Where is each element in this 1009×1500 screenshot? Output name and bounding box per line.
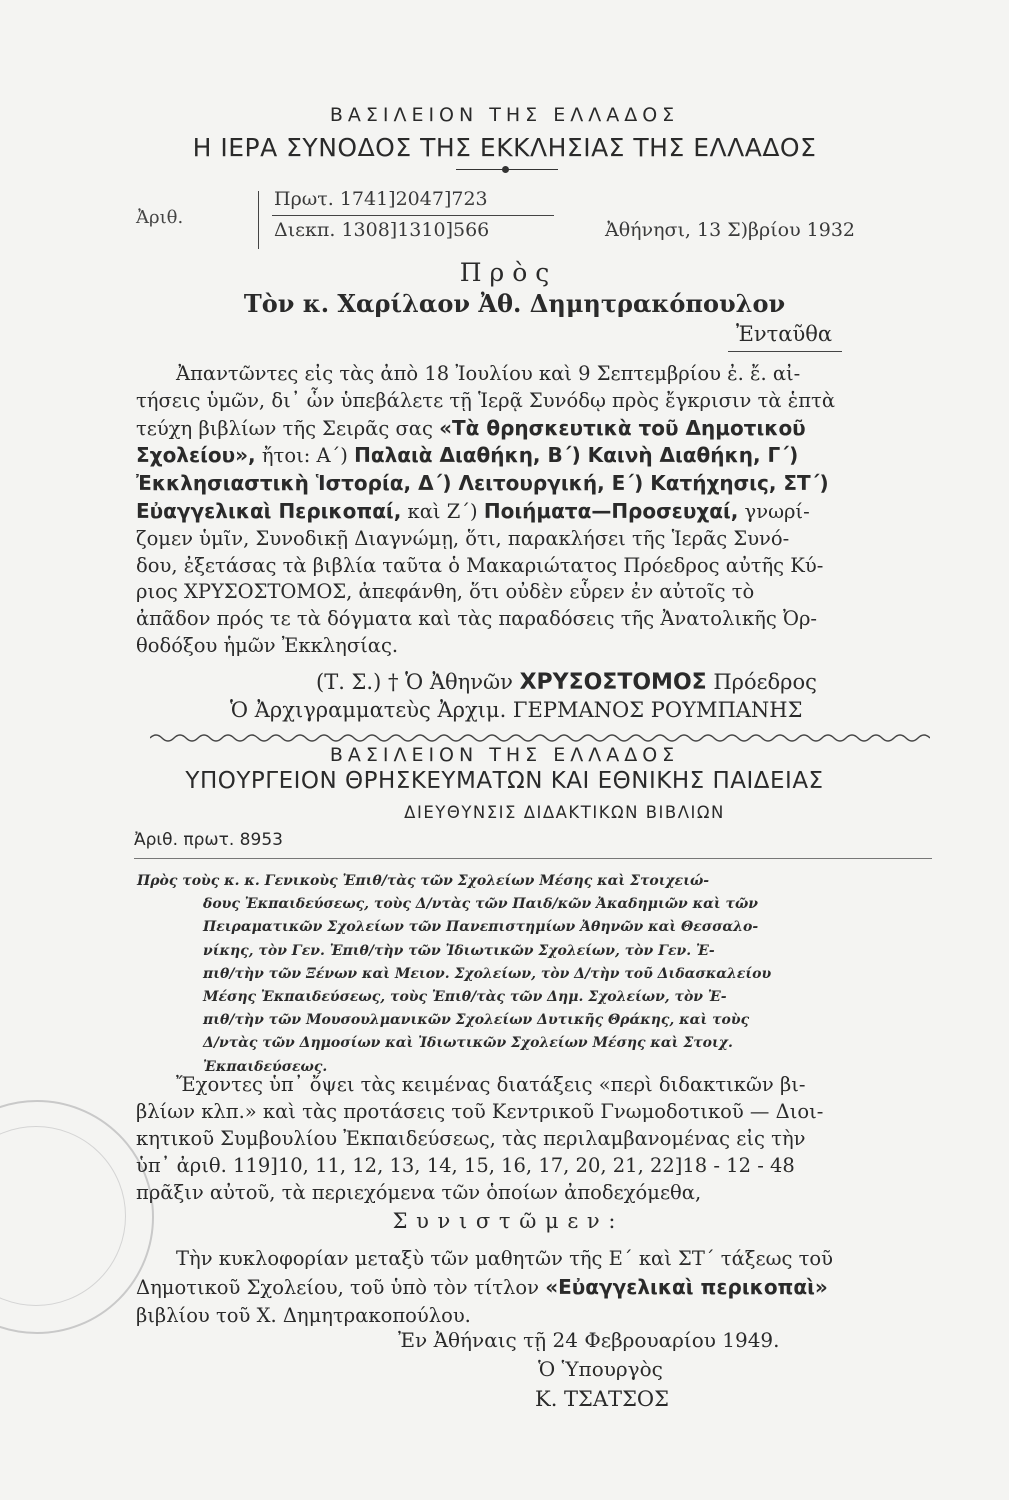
letter2-line: Τὴν κυκλοφορίαν μεταξὺ τῶν μαθητῶν τῆς Ε΄ καὶ ΣΤ΄ τάξεως τοῦ — [176, 1247, 833, 1270]
kingdom-heading: ΒΑΣΙΛΕΙΟΝ ΤΗΣ ΕΛΛΑΔΟΣ — [329, 104, 680, 126]
synod-president-signature: (Τ. Σ.) † Ὁ Ἀθηνῶν ΧΡΥΣΟΣΤΟΜΟΣ Πρόεδρος — [316, 670, 817, 695]
recipients-line: νίκης, τὸν Γεν. Ἐπιθ/τὴν τῶν Ἰδιωτικῶν Σχολείων, τὸν Γεν. Ἐ- — [203, 942, 715, 959]
letter1-line: θοδόξου ἡμῶν Ἐκκλησίας. — [136, 633, 399, 657]
recipients-line: πιθ/τὴν τῶν Ξένων καὶ Μειον. Σχολείων, τὸν Δ/τὴν τοῦ Διδασκαλείου — [203, 965, 772, 982]
letter2-line: βλίων κλπ.» καὶ τὰς προτάσεις τοῦ Κεντρικοῦ Γνωμοδοτικοῦ — Διοι- — [136, 1100, 824, 1123]
pros-heading: Π ρ ὸ ς — [459, 258, 550, 287]
letter1-line: ἀπᾶδον πρός τε τὰ δόγματα καὶ τὰς παραδόσεις τῆς Ἀνατολικῆς Ὀρ- — [136, 607, 818, 631]
letter1-line: Ἐκκλησιαστικὴ Ἱστορία, Δ΄) Λειτουργική, Ε΄) Κατήχησις, ΣΤ΄) — [136, 471, 829, 496]
synod-heading: Η ΙΕΡΑ ΣΥΝΟΔΟΣ ΤΗΣ ΕΚΚΛΗΣΙΑΣ ΤΗΣ ΕΛΛΑΔΟΣ — [192, 133, 817, 162]
letter2-line: βιβλίου τοῦ Χ. Δημητρακοπούλου. — [136, 1304, 471, 1327]
ministry-heading: ΥΠΟΥΡΓΕΙΟΝ ΘΡΗΣΚΕΥΜΑΤΩΝ ΚΑΙ ΕΘΝΙΚΗΣ ΠΑΙΔΕΙΑΣ — [185, 768, 824, 794]
addressee-location: Ἐνταῦθα — [736, 322, 833, 346]
ministry-protocol-number: Ἀριθ. πρωτ. 8953 — [134, 830, 283, 850]
recommend-heading: Σ υ ν ι σ τ ῶ μ ε ν : — [392, 1209, 617, 1233]
recipients-line: Πρὸς τοὺς κ. κ. Γενικοὺς Ἐπιθ/τὰς τῶν Σχολείων Μέσης καὶ Στοιχειώ- — [137, 873, 710, 889]
ministry-letter-body-2 — [136, 1245, 926, 1330]
addressee-name: Τὸν κ. Χαρίλαον Ἀθ. Δημητρακόπουλον — [243, 289, 786, 318]
arith-label: Ἀριθ. — [136, 207, 184, 228]
dispatch-number: Διεκπ. 1308]1310]566 — [274, 219, 490, 241]
ref-rule — [272, 215, 554, 216]
recipients-line: Δ/ντὰς τῶν Δημοσίων καὶ Ἰδιωτικῶν Σχολείων Μέσης καὶ Στοιχ. — [203, 1035, 733, 1052]
recipients-line: Πειραματικῶν Σχολείων τῶν Πανεπιστημίων Ἀθηνῶν καὶ Θεσσαλο- — [203, 919, 759, 936]
letter1-line: ριος ΧΡΥΣΟΣΤΟΜΟΣ, ἀπεφάνθη, ὅτι οὐδὲν εὗρεν ἐν αὐτοῖς τὸ — [136, 580, 755, 604]
recipients-line: πιθ/τὴν τῶν Μουσουλμανικῶν Σχολείων Δυτικῆς Θράκης, καὶ τοὺς — [203, 1012, 750, 1029]
minister-title: Ὁ Ὑπουργὸς — [538, 1357, 663, 1381]
letter1-line: ζομεν ὑμῖν, Συνοδικῇ Διαγνώμῃ, ὅτι, παρακλήσει τῆς Ἱερᾶς Συνό- — [136, 526, 790, 550]
ornament-dot — [502, 166, 509, 173]
recipients-line: Μέσης Ἐκπαιδεύσεως, τοὺς Ἐπιθ/τὰς τῶν Δημ. Σχολείων, τὸν Ἐ- — [203, 989, 727, 1006]
recipients-line: Ἐκπαιδεύσεως. — [203, 1058, 328, 1075]
letter2-line: ὑπ᾿ ἀριθ. 119]10, 11, 12, 13, 14, 15, 16, 17, 20, 21, 22]18 - 12 - 48 — [136, 1154, 795, 1177]
ministry-date: Ἐν Ἀθήναις τῇ 24 Φεβρουαρίου 1949. — [398, 1328, 780, 1352]
letter2-line: Δημοτικοῦ Σχολείου, τοῦ ὑπὸ τὸν τίτλον «Εὐαγγελικαὶ περικοπαὶ» — [136, 1275, 828, 1299]
ref-bracket — [258, 191, 259, 249]
place-date: Ἀθήνησι, 13 Σ)βρίου 1932 — [605, 219, 856, 241]
chief-secretary-signature: Ὁ Ἀρχιγραμματεὺς Ἀρχιμ. ΓΕΡΜΑΝΟΣ ΡΟΥΜΠΑΝΗΣ — [230, 698, 803, 722]
letter1-line: τήσεις ὑμῶν, δι᾿ ὧν ὑπεβάλετε τῇ Ἱερᾷ Συνόδῳ πρὸς ἔγκρισιν τὰ ἑπτὰ — [136, 388, 836, 412]
thin-rule — [134, 858, 932, 859]
directorate-heading: ΔΙΕΥΘΥΝΣΙΣ ΔΙΔΑΚΤΙΚΩΝ ΒΙΒΛΙΩΝ — [404, 803, 725, 822]
synod-letter-body — [136, 361, 926, 660]
letter1-line: τεύχη βιβλίων τῆς Σειρᾶς σας «Τὰ θρησκευτικὰ τοῦ Δημοτικοῦ — [136, 415, 806, 440]
kingdom-heading-2: ΒΑΣΙΛΕΙΟΝ ΤΗΣ ΕΛΛΑΔΟΣ — [329, 744, 680, 766]
letter1-line: Ἀπαντῶντες εἰς τὰς ἀπὸ 18 Ἰουλίου καὶ 9 Σεπτεμβρίου ἐ. ἔ. αἰ- — [176, 362, 801, 385]
letter1-line: Εὐαγγελικαὶ Περικοπαί, καὶ Ζ΄) Ποιήματα—Προσευχαί, γνωρί- — [136, 498, 810, 523]
letter2-line: κητικοῦ Συμβουλίου Ἐκπαιδεύσεως, τὰς περιλαμβανομένας εἰς τὴν — [136, 1127, 806, 1150]
protocol-number: Πρωτ. 1741]2047]723 — [274, 188, 488, 210]
minister-name: Κ. ΤΣΑΤΣΟΣ — [535, 1387, 669, 1411]
ministry-letter-body — [136, 1071, 926, 1206]
letter2-line: πρᾶξιν αὐτοῦ, τὰ περιεχόμενα τῶν ὁποίων ἀποδεχόμεθα, — [136, 1181, 702, 1204]
recipients-line: δους Ἐκπαιδεύσεως, τοὺς Δ/ντὰς τῶν Παιδ/κῶν Ἀκαδημιῶν καὶ τῶν — [203, 896, 759, 913]
location-underline — [728, 351, 842, 352]
letter1-line: Σχολείου», ἤτοι: Α΄) Παλαιὰ Διαθήκη, Β΄) Καινὴ Διαθήκη, Γ΄) — [136, 443, 799, 468]
recipients-block — [137, 870, 932, 1079]
letter2-line: Ἔχοντες ὑπ᾿ ὄψει τὰς κειμένας διατάξεις «περὶ διδακτικῶν βι- — [176, 1073, 806, 1096]
letter1-line: δου, ἐξετάσας τὰ βιβλία ταῦτα ὁ Μακαριώτατος Πρόεδρος αὐτῆς Κύ- — [136, 553, 824, 577]
